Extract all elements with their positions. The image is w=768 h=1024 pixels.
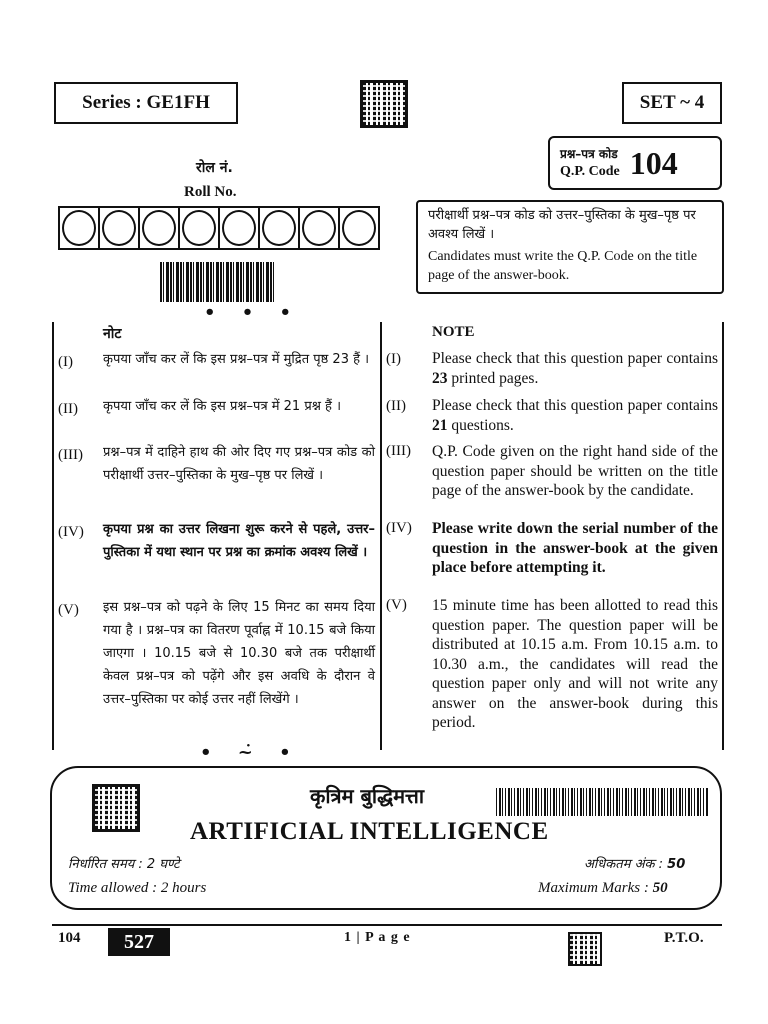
- note-text-hi: कृपया जाँच कर लें कि इस प्रश्न–पत्र में मुद्रित पृष्ठ 23 हैं ।: [103, 352, 370, 367]
- note-text-hi: प्रश्न–पत्र में दाहिने हाथ की ओर दिए गए प्रश्न–पत्र कोड को परीक्षार्थी उत्तर–पुस्तिका के मुख–पृष्ठ पर लिखें ।: [103, 445, 375, 483]
- qp-code-box: [548, 136, 722, 190]
- subject-title-en: ARTIFICIAL INTELLIGENCE: [190, 818, 549, 845]
- note-text-en-part: questions.: [447, 416, 514, 434]
- qp-code-number: 104: [629, 144, 678, 181]
- footer-qp-code: 104: [58, 930, 81, 946]
- roll-box[interactable]: [260, 208, 300, 248]
- subject-title-hi: कृत्रिम बुद्धिमत्ता: [310, 784, 425, 808]
- column-divider: [52, 322, 54, 750]
- roll-box[interactable]: [300, 208, 340, 248]
- note-number: (III): [58, 447, 83, 463]
- roll-label-en: Roll No.: [184, 184, 237, 200]
- roll-number-boxes[interactable]: [58, 206, 380, 250]
- series-label: Series : GE1FH: [54, 82, 238, 124]
- max-marks-hi: [584, 854, 685, 872]
- instruction-en: Candidates must write the Q.P. Code on the title page of the answer-book.: [428, 249, 698, 283]
- time-allowed-en: [68, 880, 206, 897]
- qr-code-icon: [568, 932, 602, 966]
- note-heading-hi: नोट: [103, 326, 122, 342]
- note-text-hi: कृपया प्रश्न का उत्तर लिखना शुरू करने से पहले, उत्तर–पुस्तिका में यथा स्थान पर प्रश्न का क्रमांक अवश्य लिखें ।: [103, 522, 375, 560]
- qr-code-icon: [360, 80, 408, 128]
- footer-badge: 527: [108, 928, 170, 956]
- time-allowed-hi: [68, 854, 180, 872]
- separator-dots: • ~̇ •: [200, 742, 301, 763]
- column-divider: [722, 322, 724, 750]
- column-divider: [380, 322, 382, 750]
- roll-box[interactable]: [180, 208, 220, 248]
- note-text-en: [432, 349, 718, 388]
- time-value-en: 2 hours: [160, 880, 207, 896]
- note-text-en-part: printed pages.: [447, 369, 539, 387]
- note-number: (I): [386, 351, 401, 367]
- note-number: (I): [58, 354, 73, 370]
- note-text-en: Please write down the serial number of the question in the answer-book at the given place before attempting it.: [432, 520, 718, 576]
- note-heading-en: NOTE: [432, 324, 475, 340]
- footer-divider: [52, 924, 722, 926]
- barcode-icon: [496, 788, 708, 816]
- qr-code-icon: [92, 784, 140, 832]
- qp-code-label-en: Q.P. Code: [560, 164, 620, 179]
- instruction-hi: परीक्षार्थी प्रश्न–पत्र कोड को उत्तर–पुस्तिका के मुख–पृष्ठ पर अवश्य लिखें ।: [428, 208, 696, 242]
- note-number: (III): [386, 443, 411, 459]
- note-text-en: [432, 396, 718, 435]
- note-text-en-part: Please check that this question paper contains: [432, 350, 718, 367]
- qp-code-label-hi: प्रश्न–पत्र कोड: [560, 147, 618, 161]
- note-text-hi: कृपया जाँच कर लें कि इस प्रश्न–पत्र में 21 प्रश्न हैं ।: [103, 399, 342, 414]
- qp-code-labels: [560, 145, 620, 181]
- note-text-hi: इस प्रश्न–पत्र को पढ़ने के लिए 15 मिनट का समय दिया गया है । प्रश्न–पत्र का वितरण पूर्वाह्न में 10.15 बजे किया जाएगा । 10.15 बजे से 10.30 बजे तक परीक्षार्थी केवल प्रश्न–पत्र को पढ़ेंगे और इस अवधि के दौरान वे उत्तर–पुस्तिका पर कोई उत्तर नहीं लिखेंगे ।: [103, 600, 375, 707]
- page-number: 1 | P a g e: [344, 930, 411, 945]
- roll-label-hi: रोल नं.: [196, 160, 233, 176]
- note-text-en: 15 minute time has been allotted to read this question paper. The question paper will be distributed at 10.15 a.m. From 10.15 a.m. to 10.30 a.m., the candidates will read the question paper only and will not write any answer on the answer-book during this period.: [432, 597, 718, 731]
- note-number: (II): [58, 401, 78, 417]
- roll-box[interactable]: [220, 208, 260, 248]
- marks-label-hi: अधिकतम अंक :: [584, 857, 668, 872]
- note-number: (IV): [386, 520, 412, 536]
- time-label-hi: निर्धारित समय :: [68, 857, 147, 872]
- roll-box[interactable]: [140, 208, 180, 248]
- note-text-en: Q.P. Code given on the right hand side of the question paper should be written on the title page of the answer-book by the candidate.: [432, 443, 718, 499]
- note-text-en-part: Please check that this question paper contains: [432, 397, 718, 414]
- note-number: (II): [386, 398, 406, 414]
- marks-value-hi: 50: [667, 857, 686, 872]
- note-number: (V): [58, 602, 79, 618]
- roll-box[interactable]: [340, 208, 378, 248]
- qp-code-instruction-box: [416, 200, 724, 294]
- roll-box[interactable]: [100, 208, 140, 248]
- set-label: SET ~ 4: [622, 82, 722, 124]
- note-number: (IV): [58, 524, 84, 540]
- time-label-en: Time allowed :: [68, 880, 161, 896]
- separator-dots: • • •: [204, 302, 302, 323]
- barcode-icon: [160, 262, 274, 302]
- page-count: 23: [432, 369, 448, 387]
- max-marks-en: [538, 880, 668, 897]
- marks-label-en: Maximum Marks :: [538, 880, 653, 896]
- roll-box[interactable]: [60, 208, 100, 248]
- note-number: (V): [386, 597, 407, 613]
- pto-label: P.T.O.: [664, 930, 704, 946]
- time-value-hi: 2 घण्टे: [146, 857, 180, 872]
- question-count: 21: [432, 416, 448, 434]
- marks-value-en: 50: [652, 880, 668, 896]
